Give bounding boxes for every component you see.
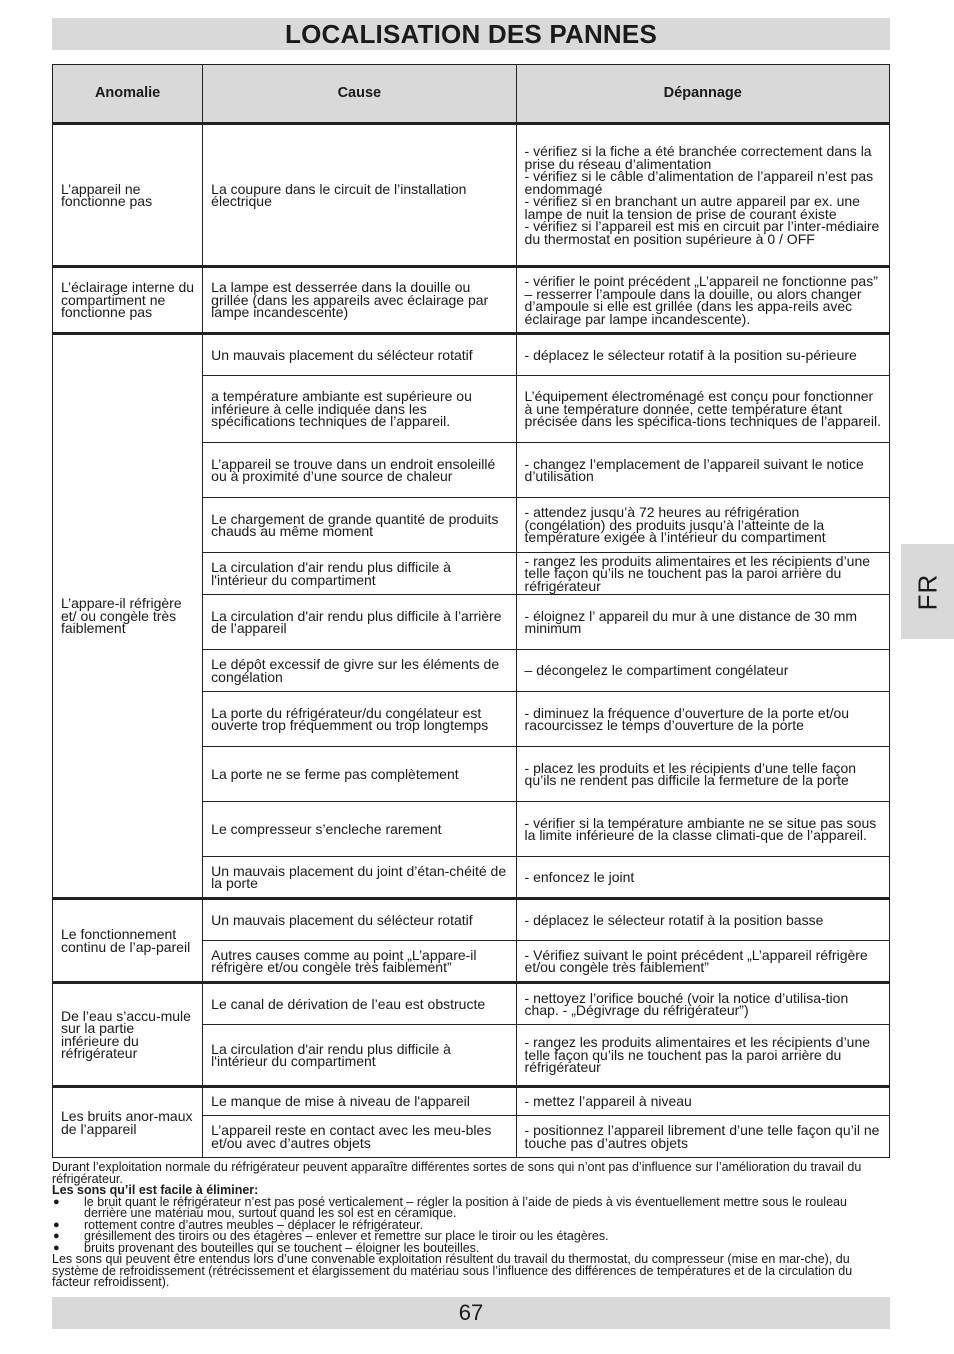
remedy-cell: - diminuez la fréquence d’ouverture de la porte et/ou racourcissez le temps d’ouverture de la porte <box>516 692 889 747</box>
page-number: 67 <box>458 1300 484 1325</box>
bullet-icon: ● <box>53 1230 60 1242</box>
footer-notes <box>52 1162 890 1289</box>
anomaly-cell: De l’eau s’accu-mule sur la partie inférieure du réfrigérateur <box>53 983 203 1087</box>
remedy-cell: - changez l’emplacement de l’appareil suivant le notice d’utilisation <box>516 443 889 498</box>
list-item: ● le bruit quant le réfrigérateur n’est pas posé verticalement – régler la position à l’aide de pieds à vis éventuellement mettre sous le rouleau derrière une matériau mou, surtout quand les sol est en céramique. <box>53 1194 847 1220</box>
cause-cell: Le manque de mise à niveau de l'appareil <box>203 1087 516 1116</box>
column-header-depannage: Dépannage <box>516 65 889 124</box>
remedy-cell: - rangez les produits alimentaires et les récipients d’une telle façon qu’ils ne touchent pas la paroi arrière du réfrigérateur <box>516 1025 889 1087</box>
remedy-cell: - mettez l’appareil à niveau <box>516 1087 889 1116</box>
remedy-cell: - placez les produits et les récipients d’une telle façon qu’ils ne rendent pas difficile la fermeture de la porte <box>516 747 889 802</box>
remedy-cell: - enfoncez le joint <box>516 857 889 899</box>
table-row <box>53 899 890 941</box>
footer-bullet-list <box>52 1194 890 1255</box>
cause-cell: La lampe est desserrée dans la douille ou grillée (dans les appareils avec éclairage par lampe incandescente) <box>203 267 516 334</box>
remedy-cell: - vérifiez si la fiche a été branchée correctement dans la prise du réseau d’alimentation - vérifiez si le câble d’alimentation de l’appareil n’est pas endommagé - vérifiez si en branchant un autre appareil par ex. une lampe de nuit la tension de prise de courant éxiste - vérifiez si l’appareil est mis en circuit par l’inter-médiaire du thermostat en position supérieure à 0 / OFF <box>516 124 889 267</box>
remedy-cell: - nettoyez l’orifice bouché (voir la notice d’utilisa-tion chap. - „Dégivrage du réfrigérateur”) <box>516 983 889 1025</box>
table-row <box>53 1087 890 1116</box>
cause-cell: La circulation d'air rendu plus difficile à l'intérieur du compartiment <box>203 1025 516 1087</box>
cause-cell: La porte du réfrigérateur/du congélateur est ouverte trop fréquemment ou trop longtemps <box>203 692 516 747</box>
list-item: ● bruits provenant des bouteilles qui se touchent – éloigner les bouteilles. <box>53 1240 480 1255</box>
cause-cell: Le dépôt excessif de givre sur les éléments de congélation <box>203 650 516 692</box>
cause-cell: La coupure dans le circuit de l’installation électrique <box>203 124 516 267</box>
remedy-cell: - positionnez l’appareil librement d’une telle façon qu’il ne touche pas d’autres objets <box>516 1116 889 1158</box>
anomaly-cell: Le fonctionnement continu de l’ap-pareil <box>53 899 203 983</box>
remedy-cell: - déplacez le sélecteur rotatif à la position su-périeure <box>516 334 889 376</box>
remedy-cell: - vérifier si la température ambiante ne se situe pas sous la limite inférieure de la classe climati-que de l’appareil. <box>516 802 889 857</box>
cause-cell: Le canal de dérivation de l’eau est obstructe <box>203 983 516 1025</box>
bullet-icon: ● <box>53 1195 60 1208</box>
bullet-icon: ● <box>53 1218 60 1231</box>
footer-intro: Durant l’exploitation normale du réfrigérateur peuvent apparaître différentes sortes de sons qui n’ont pas d’influence sur l’amélioration du travail du réfrigérateur. <box>52 1160 862 1186</box>
anomaly-cell: Les bruits anor-maux de l’appareil <box>53 1087 203 1158</box>
cause-cell: La porte ne se ferme pas complètement <box>203 747 516 802</box>
remedy-cell: - éloignez l’ appareil du mur à une distance de 30 mm minimum <box>516 595 889 650</box>
page-number-bar <box>52 1297 890 1329</box>
column-header-cause: Cause <box>203 65 516 124</box>
remedy-cell: - vérifier le point précédent „L’appareil ne fonctionne pas” – resserrer l’ampoule dans la douille, ou alors changer d’ampoule si elle est grillée (dans les appa-reils avec éclairage par lampe incandescente). <box>516 267 889 334</box>
table-row <box>53 334 890 376</box>
list-item: ● rottement contre d’autres meubles – déplacer le réfrigérateur. <box>53 1217 424 1232</box>
table-header-row <box>53 65 890 124</box>
remedy-cell: L’équipement électroménagé est conçu pour fonctionner à une température donnée, cette température étant précisée dans les spécifica-tions techniques de l’appareil. <box>516 376 889 443</box>
list-item: ● grésillement des tiroirs ou des étagères – enlever et remettre sur place le tiroir ou les étagères. <box>53 1229 609 1243</box>
anomaly-cell: L’appareil ne fonctionne pas <box>53 124 203 267</box>
remedy-cell: - déplacez le sélecteur rotatif à la position basse <box>516 899 889 941</box>
remedy-cell: - rangez les produits alimentaires et les récipients d’une telle façon qu’ils ne touchent pas la paroi arrière du réfrigérateur <box>516 553 889 595</box>
remedy-cell: - attendez jusqu’à 72 heures au réfrigération (congélation) des produits jusqu’à l’atteinte de la température exigée à l’intérieur du compartiment <box>516 498 889 553</box>
footer-easy-title: Les sons qu’il est facile à éliminer: <box>52 1183 259 1197</box>
language-tab <box>901 544 954 639</box>
cause-cell: Un mauvais placement du sélécteur rotatif <box>203 899 516 941</box>
page-title: LOCALISATION DES PANNES <box>285 19 657 49</box>
bullet-icon: ● <box>53 1241 60 1254</box>
footer-outro: Les sons qui peuvent être entendus lors d’une convenable exploitation résultent du travail du thermostat, du compresseur (mise en mar-che), du système de refroidissement (rétrécissement et élargissement du matériau sous l’influence des différences de températures et de la circulation du facteur refroidissent). <box>52 1252 853 1289</box>
remedy-cell: - Vérifiez suivant le point précédent „L’appareil réfrigère et/ou congèle très faiblement” <box>516 941 889 983</box>
anomaly-cell: L’appare-il réfrigère et/ ou congèle très faiblement <box>53 334 203 899</box>
troubleshooting-table <box>52 64 890 1158</box>
cause-cell: Le compresseur s’encleche rarement <box>203 802 516 857</box>
cause-cell: La circulation d'air rendu plus difficile à l’arrière de l’appareil <box>203 595 516 650</box>
cause-cell: L’appareil se trouve dans un endroit ensoleillé ou à proximité d’une source de chaleur <box>203 443 516 498</box>
language-tab-label: FR <box>912 573 942 610</box>
cause-cell: a température ambiante est supérieure ou inférieure à celle indiquée dans les spécifications techniques de l’appareil. <box>203 376 516 443</box>
cause-cell: Le chargement de grande quantité de produits chauds au même moment <box>203 498 516 553</box>
title-bar <box>52 18 890 50</box>
cause-cell: L’appareil reste en contact avec les meu-bles et/ou avec d’autres objets <box>203 1116 516 1158</box>
remedy-cell: – décongelez le compartiment congélateur <box>516 650 889 692</box>
table-row <box>53 124 890 267</box>
table-row <box>53 267 890 334</box>
table-row <box>53 983 890 1025</box>
cause-cell: La circulation d'air rendu plus difficile à l'intérieur du compartiment <box>203 553 516 595</box>
cause-cell: Un mauvais placement du sélécteur rotatif <box>203 334 516 376</box>
anomaly-cell: L’éclairage interne du compartiment ne fonctionne pas <box>53 267 203 334</box>
cause-cell: Autres causes comme au point „L’appare-il réfrigère et/ou congèle très faiblement” <box>203 941 516 983</box>
column-header-anomalie: Anomalie <box>53 65 203 124</box>
cause-cell: Un mauvais placement du joint d’étan-chéité de la porte <box>203 857 516 899</box>
